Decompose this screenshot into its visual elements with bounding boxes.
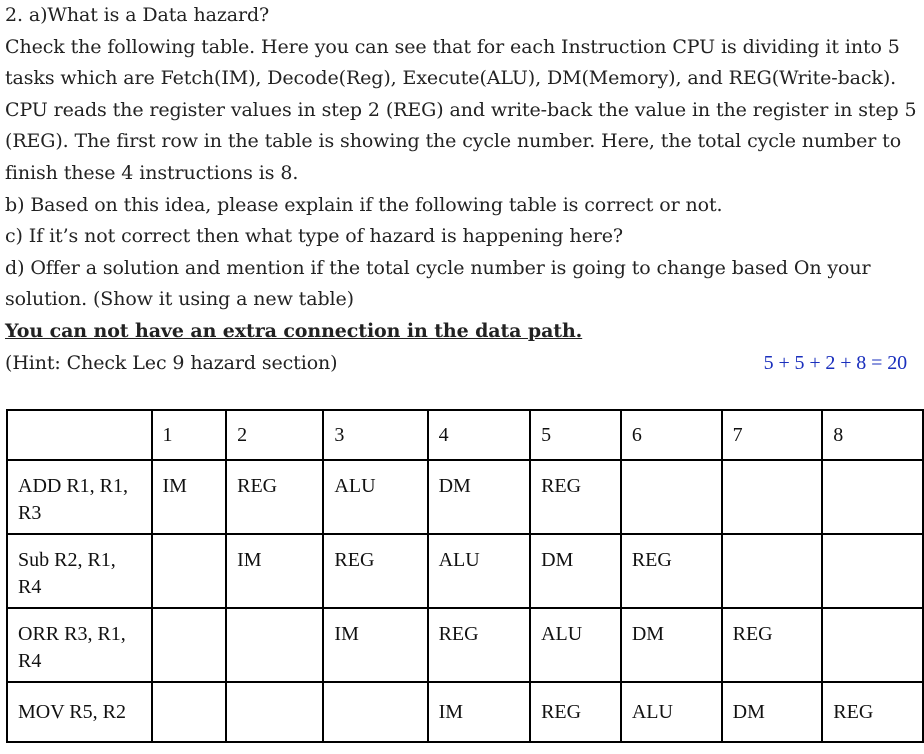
question-paragraph: Check the following table. Here you can see that for each Instruction CPU is dividing it into 5 tasks which are Fetch(IM), Decode(Reg), Execute(ALU), DM(Memory), and REG(Write-back). CPU reads the register values in step 2 (REG) and write-back the value in the register in step 5 (REG). The first row in the table is showing the cycle number. Here, the total cycle number to finish these 4 instructions is 8. bbox=[5, 35, 917, 184]
table-row bbox=[7, 608, 923, 682]
cycle-header-cell: 3 bbox=[323, 410, 427, 460]
cycle-header-cell: 5 bbox=[530, 410, 621, 460]
stage-cell bbox=[621, 460, 722, 534]
stage-cell: IM bbox=[226, 534, 323, 608]
instruction-cell: ADD R1, R1, R3 bbox=[7, 460, 152, 534]
stage-cell: DM bbox=[722, 682, 823, 742]
cycle-header-cell: 1 bbox=[152, 410, 227, 460]
stage-cell: ALU bbox=[530, 608, 621, 682]
stage-cell: IM bbox=[152, 460, 227, 534]
stage-cell bbox=[722, 460, 823, 534]
stage-cell: DM bbox=[530, 534, 621, 608]
stage-cell bbox=[152, 682, 227, 742]
cycle-header-cell: 7 bbox=[722, 410, 823, 460]
stage-cell: ALU bbox=[428, 534, 531, 608]
stage-cell: ALU bbox=[621, 682, 722, 742]
stage-cell bbox=[822, 608, 923, 682]
stage-cell bbox=[722, 534, 823, 608]
table-row bbox=[7, 682, 923, 742]
part-b-text: b) Based on this idea, please explain if the following table is correct or not. bbox=[5, 193, 723, 216]
stage-cell: REG bbox=[226, 460, 323, 534]
stage-cell bbox=[226, 608, 323, 682]
question-text bbox=[5, 0, 917, 379]
stage-cell: REG bbox=[530, 460, 621, 534]
cycle-header-cell: 6 bbox=[621, 410, 722, 460]
hint-row bbox=[5, 348, 917, 380]
stage-cell: IM bbox=[428, 682, 531, 742]
hint-text: (Hint: Check Lec 9 hazard section) bbox=[5, 351, 338, 374]
part-c-text: c) If it’s not correct then what type of hazard is happening here? bbox=[5, 225, 623, 248]
stage-cell: REG bbox=[530, 682, 621, 742]
header-corner-cell bbox=[7, 410, 152, 460]
stage-cell: IM bbox=[323, 608, 427, 682]
stage-cell: REG bbox=[722, 608, 823, 682]
stage-cell: REG bbox=[428, 608, 531, 682]
stage-cell: REG bbox=[621, 534, 722, 608]
stage-cell bbox=[152, 534, 227, 608]
cycle-header-cell: 4 bbox=[428, 410, 531, 460]
stage-cell bbox=[152, 608, 227, 682]
handwritten-sum-annotation: 5 + 5 + 2 + 8 = 20 bbox=[763, 351, 907, 374]
stage-cell: DM bbox=[621, 608, 722, 682]
pipeline-table bbox=[6, 409, 924, 743]
instruction-cell: Sub R2, R1, R4 bbox=[7, 534, 152, 608]
stage-cell bbox=[822, 460, 923, 534]
table-row bbox=[7, 460, 923, 534]
part-d-text: d) Offer a solution and mention if the total cycle number is going to change based On your solution. (Show it using a new table) bbox=[5, 256, 871, 311]
table-row bbox=[7, 534, 923, 608]
stage-cell: REG bbox=[822, 682, 923, 742]
stage-cell: ALU bbox=[323, 460, 427, 534]
constraint-text: You can not have an extra connection in the data path. bbox=[5, 319, 583, 342]
stage-cell bbox=[226, 682, 323, 742]
stage-cell: REG bbox=[323, 534, 427, 608]
cycle-header-cell: 2 bbox=[226, 410, 323, 460]
stage-cell bbox=[822, 534, 923, 608]
cycle-header-row bbox=[7, 410, 923, 460]
stage-cell: DM bbox=[428, 460, 531, 534]
cycle-header-cell: 8 bbox=[822, 410, 923, 460]
instruction-cell: ORR R3, R1, R4 bbox=[7, 608, 152, 682]
stage-cell bbox=[323, 682, 427, 742]
question-title: 2. a)What is a Data hazard? bbox=[5, 4, 270, 26]
instruction-cell: MOV R5, R2 bbox=[7, 682, 152, 742]
